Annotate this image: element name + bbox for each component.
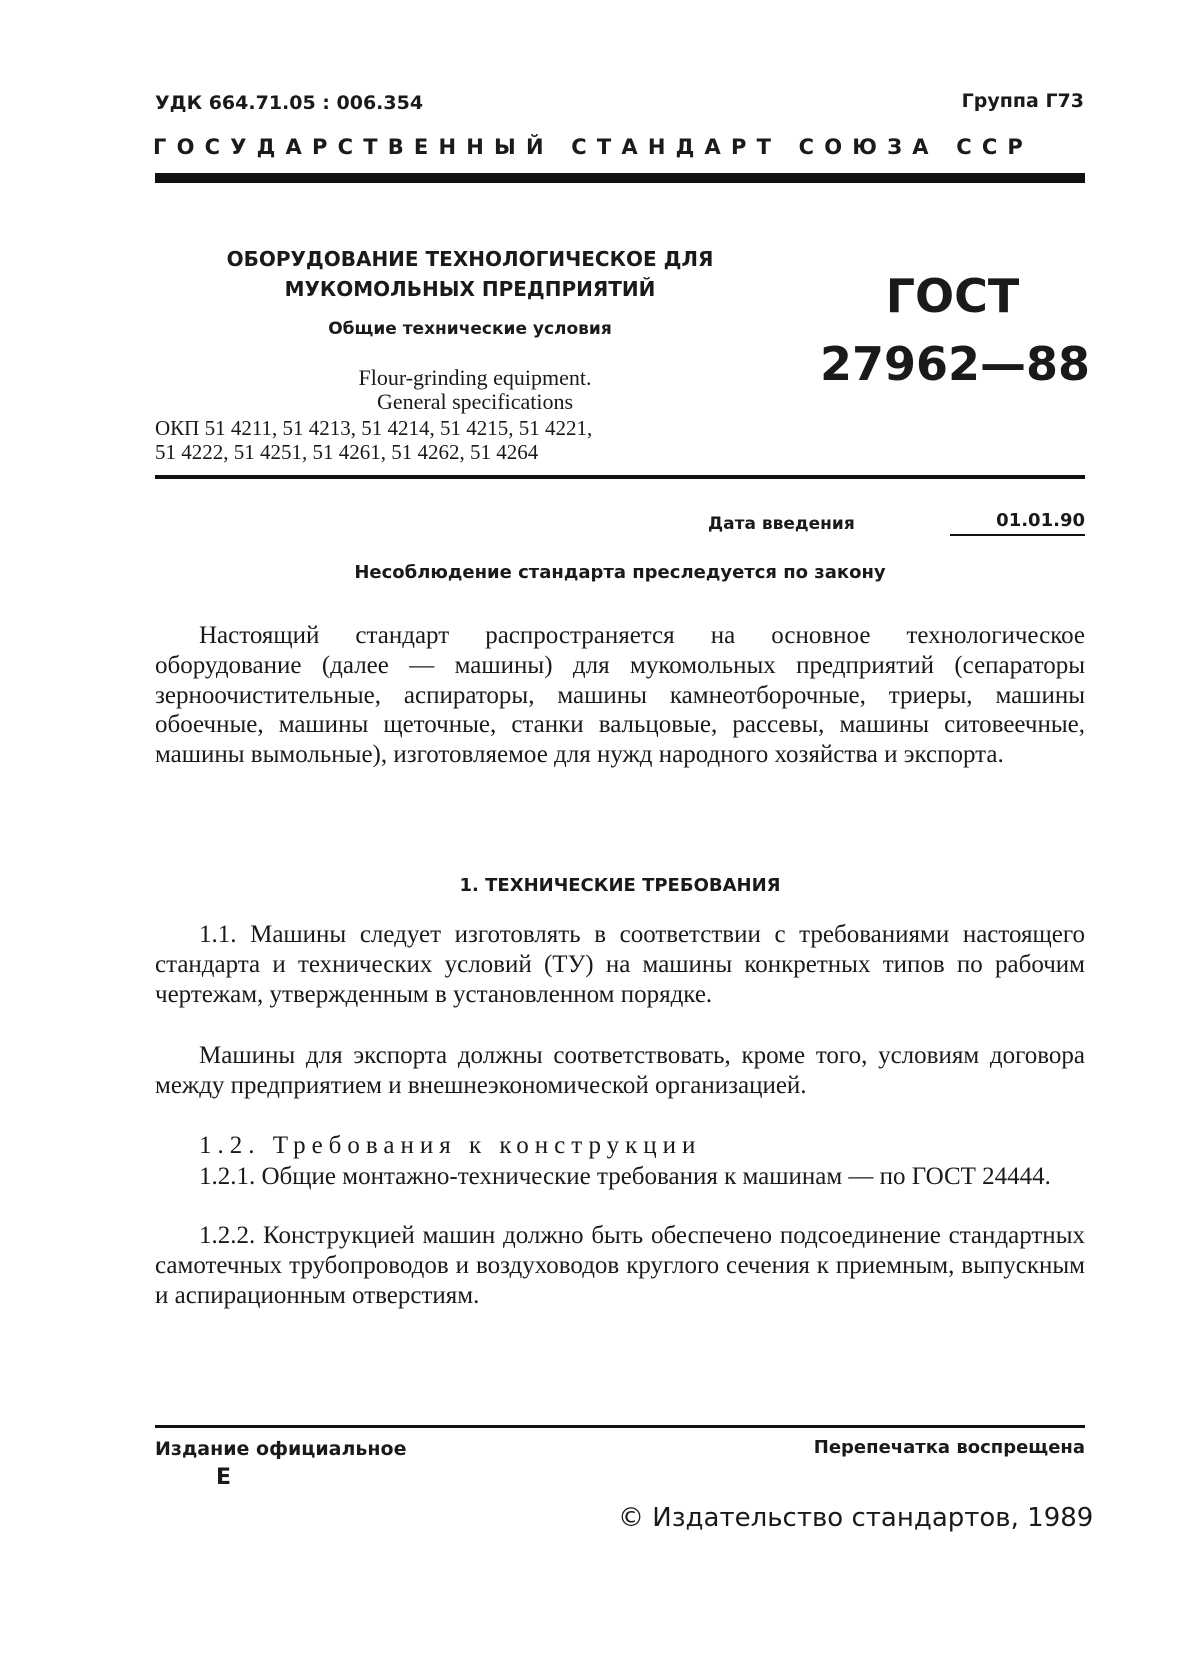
paragraph-1-2-1: 1.2.1. Общие монтажно-технические требования к машинам — по ГОСТ 24444. xyxy=(199,1163,1051,1190)
udk-code: УДК 664.71.05 : 006.354 xyxy=(155,92,424,114)
date-value: 01.01.90 xyxy=(996,510,1085,531)
edition-letter: Е xyxy=(216,1465,232,1490)
date-underline xyxy=(950,534,1085,536)
copyright-notice: © Издательство стандартов, 1989 xyxy=(618,1503,1094,1533)
gost-number: 27962—88 xyxy=(820,337,1091,391)
gost-designation xyxy=(820,262,1091,398)
english-title xyxy=(200,366,750,414)
title-line-2: МУКОМОЛЬНЫХ ПРЕДПРИЯТИЙ xyxy=(284,277,656,301)
title-rule xyxy=(155,475,1085,479)
section-heading: 1. ТЕХНИЧЕСКИЕ ТРЕБОВАНИЯ xyxy=(459,875,781,896)
group-code: Группа Г73 xyxy=(961,90,1084,112)
document-title xyxy=(180,244,760,304)
paragraph-1-2: 1.2. Требования к конструкции xyxy=(199,1132,702,1159)
legal-warning: Несоблюдение стандарта преследуется по закону xyxy=(354,562,886,583)
paragraph-1-1: 1.1. Машины следует изготовлять в соответствии с требованиями настоящего стандарта и технических условий (ТУ) на машины конкретных типов по рабочим чертежам, утвержденным в установленном порядке. xyxy=(155,921,1085,1008)
english-title-line-1: Flour-grinding equipment. xyxy=(358,365,592,390)
okp-codes xyxy=(155,416,755,464)
edition-label: Издание официальное xyxy=(155,1438,407,1460)
gost-label: ГОСТ xyxy=(885,269,1020,323)
okp-line-2: 51 4222, 51 4251, 51 4261, 51 4262, 51 4264 xyxy=(155,440,539,464)
paragraph-1-1-export: Машины для экспорта должны соответствовать, кроме того, условиям договора между предприятием и внешнеэкономической организацией. xyxy=(155,1042,1085,1099)
paragraph-1-2-2: 1.2.2. Конструкцией машин должно быть обеспечено подсоединение стандартных самотечных трубопроводов и воздуховодов круглого сечения к приемным, выпускным и аспирационным отверстиям. xyxy=(155,1222,1085,1309)
okp-line-1: ОКП 51 4211, 51 4213, 51 4214, 51 4215, 51 4221, xyxy=(155,416,593,440)
date-label: Дата введения xyxy=(708,514,855,534)
header-rule xyxy=(155,173,1085,183)
state-standard-heading: ГОСУДАРСТВЕННЫЙ СТАНДАРТ СОЮЗА ССР xyxy=(153,135,1034,159)
footer-rule xyxy=(155,1425,1085,1428)
title-line-1: ОБОРУДОВАНИЕ ТЕХНОЛОГИЧЕСКОЕ ДЛЯ xyxy=(226,247,714,271)
document-subtitle: Общие технические условия xyxy=(328,319,612,339)
intro-paragraph: Настоящий стандарт распространяется на основное технологическое оборудование (далее — машины) для мукомольных предприятий (сепараторы зерноочистительные, аспираторы, машины камнеотборочные, триеры, машины обоечные, машины щеточные, станки вальцовые, рассевы, машины ситовеечные, машины вымольные), изготовляемое для нужд народного хозяйства и экспорта. xyxy=(155,622,1085,769)
english-title-line-2: General specifications xyxy=(376,389,574,414)
reprint-notice: Перепечатка воспрещена xyxy=(813,1437,1085,1458)
